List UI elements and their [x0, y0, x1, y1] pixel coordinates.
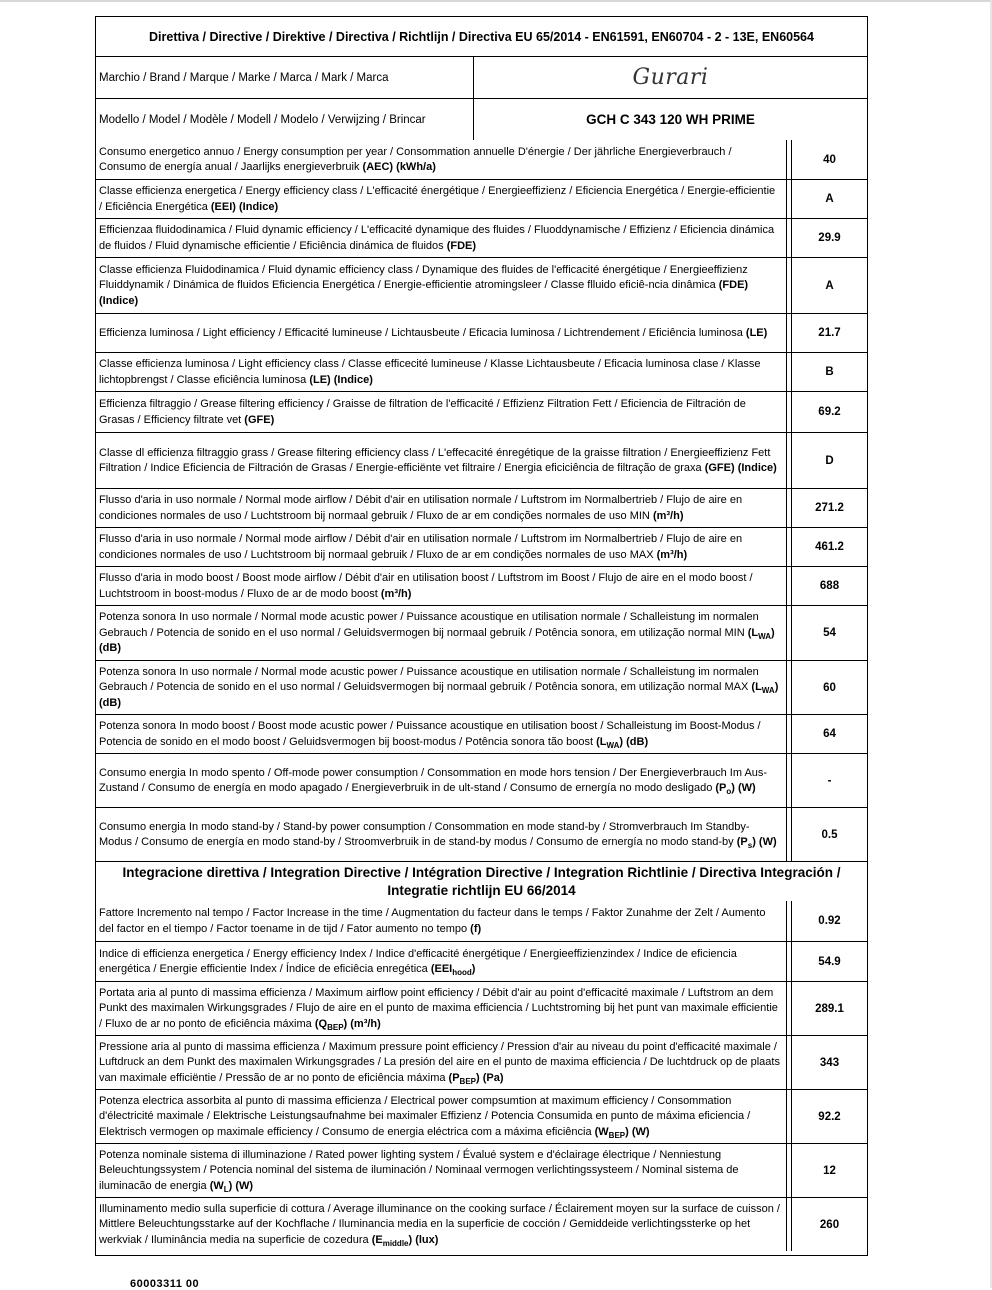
symbol-unit: ) (Pa)	[476, 1071, 504, 1084]
parameter-label	[96, 219, 787, 257]
parameter-description: Indice di efficienza energetica / Energy efficiency Index / Indice d'efficacité énergétique / Energieeffizienzindex / Indice de eficiencia energética / Energie efficientie Index / Índice de eficiêcia enregética	[99, 947, 737, 975]
parameter-label	[96, 567, 787, 605]
parameter-symbol	[363, 161, 436, 173]
parameter-value: 54.9	[818, 955, 841, 968]
parameter-symbol	[309, 374, 373, 386]
symbol-main: (L	[747, 626, 759, 639]
parameter-symbol	[210, 1180, 253, 1192]
table-row	[96, 981, 867, 1035]
parameter-text	[99, 986, 780, 1033]
table-row	[96, 901, 867, 941]
parameter-symbol	[657, 549, 688, 561]
symbol-unit: )	[471, 963, 476, 975]
parameter-label	[96, 901, 787, 941]
symbol-subscript: hood	[452, 968, 472, 977]
parameter-symbol	[381, 588, 412, 600]
symbol-unit: ) (W)	[731, 782, 756, 794]
parameter-symbol	[244, 414, 274, 426]
parameter-description: Efficienza filtraggio / Grease filtering efficiency / Graisse de filtration de l'efficacité / Effizienz Filtration Fett / Eficiencia de Filtración de Grasas / Efficiency filtrate vet	[99, 398, 746, 426]
table-row	[96, 1197, 867, 1251]
parameter-text	[99, 947, 780, 978]
parameter-description: Potenza sonora In modo boost / Boost mode acustic power / Puissance acoustique en utilisation boost / Schalleistung im Boost-Modus / Potencia de sonido en el modo boost / Geluidsvermogen bij boost-modus / Potência sonora tão boost	[99, 720, 761, 748]
parameter-description: Flusso d'aria in uso normale / Normal mode airflow / Débit d'air en utilisation normale / Luftstrom im Normalbertrieb / Flujo de aire en condiciones normales de uso / Luchtstroom bij normaal gebruik / Fluxo de ar em condições normales de uso MIN	[99, 494, 743, 522]
parameter-label	[96, 489, 787, 527]
parameter-text	[99, 223, 780, 254]
parameter-value: 12	[823, 1164, 836, 1177]
symbol-unit: ) (lux)	[408, 1233, 439, 1246]
parameter-description: Consumo energetico annuo / Energy consumption per year / Consommation annuelle D'énergie / Der jährliche Energieverbrauch / Consumo de energía anual / Jaarlijks energieverbruik	[99, 145, 732, 173]
symbol-main: (AEC) (kWh/a)	[362, 161, 436, 173]
parameter-description: Fattore Incremento nal tempo / Factor Increase in the time / Augmentation du facteur dans le temps / Faktor Zunahme der Zelt / Aumento del factor en el tiempo / Factor toename in de tijd / Fator aumento no tempo	[99, 907, 766, 935]
symbol-main: (f)	[470, 922, 482, 935]
symbol-unit: ) (W)	[752, 836, 777, 848]
table-row	[96, 527, 867, 566]
parameter-text	[99, 326, 767, 342]
parameter-description: Portata aria al punto di massima efficienza / Maximum airflow point efficiency / Débit d'air au point d'efficacité maximale / Luftstrom an dem Punkt des maximalen Wirkungsgrades / Flujo de aire en el punto de maxima efficiencia / Luchtstroming bij het punt van maximale efficientie / Fluxo de ar no ponto de eficiência máxima	[99, 986, 778, 1030]
symbol-subscript: L	[223, 1184, 229, 1194]
parameter-description: Potenza sonora In uso normale / Normal mode acustic power / Puissance acoustique en utilisation normale / Schalleistung im normalen Gebrauch / Potencia de sonido en el uso normal / Geluidsvermogen bij normaal gebruik / Potência sonora, em utilização normal MAX	[99, 665, 759, 694]
parameter-symbol	[431, 963, 476, 975]
parameter-label	[96, 1036, 787, 1089]
parameter-text	[99, 1148, 780, 1195]
parameter-symbol	[315, 1018, 381, 1030]
parameter-description: Consumo energia In modo spento / Off-mode power consumption / Consommation en mode hors tension / Der Energieverbrauch Im Aus-Zustand / Consumo de energía en modo apagado / Energieverbruik in de ult-stand / Consumo de ernergía no modo desligado	[99, 766, 768, 794]
table-row	[96, 488, 867, 527]
parameter-text	[99, 719, 780, 750]
parameter-text	[99, 906, 780, 937]
symbol-subscript: o	[726, 787, 732, 796]
model-value: GCH C 343 120 WH PRIME	[586, 112, 755, 127]
symbol-main: (GFE)	[244, 413, 275, 426]
parameter-value: A	[825, 193, 834, 205]
parameter-description: Flusso d'aria in uso normale / Normal mode airflow / Débit d'air en utilisation normale / Luftstrom im Normalbertrieb / Flujo de aire en condiciones normales de uso / Luchtstroom bij normaal gebruik / Fluxo de ar em condições normales de uso MAX	[99, 533, 743, 561]
parameter-value: 0.92	[818, 915, 841, 927]
symbol-main: (EEI	[430, 963, 453, 975]
parameter-description: Classe efficienza energetica / Energy efficiency class / L'efficacité énergétique / Energieeffizienz / Eficiencia Energética / Energie-efficientie / Eficiência Energética	[99, 185, 776, 213]
brand-label: Marchio / Brand / Marque / Marke / Marca / Mark / Marca	[96, 57, 474, 98]
parameter-description: Efficienzaa fluidodinamica / Fluid dynamic efficiency / L'efficacité dynamique des fluides / Fluoddynamische / Effizienz / Eficiencia dinámica de fluidos / Fluid dynamische efficientie / Eficiência dinámica de fluidos	[99, 224, 775, 252]
parameter-description: Potenza sonora In uso normale / Normal mode acustic power / Puissance acoustique en utilisation normale / Schalleistung im normalen Gebrauch / Potencia de sonido en el uso normal / Geluidsvermogen bij normaal gebruik / Potência sonora, em utilização normal MIN	[99, 611, 759, 639]
symbol-subscript: WA	[761, 686, 775, 696]
parameter-description: Classe dl efficienza filtraggio grass / Grease filtering efficiency class / L'effecacité énregétique de la graisse filtration / Energieeffizienz Fett Filtration / Indice Eficiencia de Filtración de Grasas / Energie-efficiënte vet filtraire / Energia eficiciência de filtração de graxa	[99, 446, 771, 474]
symbol-main: (E	[371, 1233, 383, 1246]
table-row	[96, 257, 867, 313]
parameter-description: Efficienza luminosa / Light efficiency / Efficacité lumineuse / Lichtausbeute / Eficacia luminosa / Lichtrendement / Eficiência luminosa	[99, 326, 746, 339]
parameter-value: 40	[823, 153, 836, 166]
symbol-main: (W	[209, 1179, 224, 1192]
parameter-value: A	[825, 279, 834, 292]
symbol-unit: ) (dB)	[619, 735, 649, 748]
parameter-label	[96, 661, 787, 714]
symbol-main: (GFE) (Indice)	[704, 462, 777, 474]
symbol-subscript: WA	[606, 740, 620, 750]
parameter-symbol	[449, 1072, 504, 1084]
parameter-label	[96, 1198, 787, 1251]
parameter-value: 0.5	[821, 828, 838, 841]
parameter-symbol	[653, 510, 684, 522]
symbol-main: (EEI) (Indice)	[210, 200, 279, 213]
symbol-main: (m³/h)	[656, 548, 688, 561]
symbol-main: (m³/h)	[380, 587, 412, 600]
table-row	[96, 566, 867, 605]
symbol-subscript: BEP	[608, 1130, 626, 1140]
symbol-unit: ) (m³/h)	[343, 1017, 381, 1030]
brand-logo-text: Gurari	[632, 65, 709, 90]
brand-row	[96, 56, 867, 98]
symbol-subscript: s	[747, 841, 753, 850]
table-row	[96, 352, 867, 391]
parameter-label	[96, 528, 787, 566]
parameter-value: 29.9	[818, 232, 841, 244]
table-row	[96, 313, 867, 352]
parameter-value: 60	[823, 681, 836, 694]
table-row	[96, 1035, 867, 1089]
table-row	[96, 140, 867, 179]
table-row	[96, 391, 867, 432]
parameter-description: Pressione aria al punto di massima efficienza / Maximum pressure point efficiency / Pression d'air au niveau du point d'efficacité maximale / Luftdruck an dem Punkt des maximalen Wirkungsgrades / La presión del aire en el punto de maxima efficiencia / De luchtdruck op de plaats van maximale efficiëntie / Pressão de ar no ponto de eficiência máxima	[99, 1040, 780, 1084]
directive-title: Direttiva / Directive / Direktive / Directiva / Richtlijn / Directiva EU 65/2014 - EN61591, EN60704 - 2 - 13E, EN60564	[149, 29, 814, 44]
parameter-symbol	[715, 782, 755, 794]
symbol-unit: ) (W)	[625, 1125, 650, 1138]
table-row	[96, 179, 867, 218]
parameter-value: 64	[823, 728, 836, 740]
parameter-description: Flusso d'aria in modo boost / Boost mode airflow / Débit d'air en utilisation boost / Luftstrom im Boost / Flujo de aire en el modo boost / Luchtstroom in boost-modus / Fluxo de ar de modo boost	[99, 572, 753, 600]
symbol-subscript: middle	[382, 1238, 409, 1248]
table-row	[96, 432, 867, 488]
parameter-text	[99, 1040, 780, 1087]
symbol-unit: ) (dB)	[99, 681, 779, 709]
symbol-main: (LE) (Indice)	[309, 373, 373, 386]
table-row	[96, 1143, 867, 1197]
parameter-value: -	[827, 774, 832, 787]
symbol-main: (P	[736, 836, 748, 848]
parameter-label	[96, 942, 787, 981]
parameter-value: 92.2	[818, 1110, 841, 1123]
model-label: Modello / Model / Modèle / Modell / Modelo / Verwijzing / Brincar	[96, 99, 474, 140]
parameter-symbol	[447, 240, 476, 252]
parameter-value: 289.1	[815, 1002, 844, 1015]
symbol-unit: ) (dB)	[99, 626, 775, 655]
parameter-label	[96, 715, 787, 753]
parameter-value: 69.2	[818, 406, 841, 418]
parameter-text	[99, 532, 780, 563]
table-row	[96, 714, 867, 753]
integration-row	[96, 861, 867, 901]
parameter-description: Classe efficienza luminosa / Light efficiency class / Classe efficecité lumineuse / Klasse Lichtausbeute / Eficacia luminosa clase / Klasse lichtopbrengst / Classe eficiência luminosa	[99, 358, 761, 386]
parameter-value: 343	[819, 1056, 840, 1069]
parameter-text	[99, 1094, 780, 1141]
parameter-text	[99, 184, 780, 215]
document-code: 60003311 00	[130, 1278, 200, 1290]
parameter-symbol	[211, 201, 278, 213]
parameter-text	[99, 571, 780, 602]
parameter-label	[96, 258, 787, 313]
directive-row	[96, 17, 867, 56]
brand-logo	[474, 57, 867, 98]
parameter-label	[96, 754, 787, 807]
parameter-text	[99, 446, 780, 477]
parameter-label	[96, 1144, 787, 1197]
parameter-value: 688	[819, 580, 840, 592]
parameter-text	[99, 820, 780, 851]
symbol-subscript: BEP	[459, 1076, 476, 1086]
parameter-value: 271.2	[815, 502, 844, 514]
symbol-main: (W	[594, 1125, 609, 1138]
parameter-symbol	[372, 1234, 439, 1246]
parameter-description: Illuminamento medio sulla superficie di cottura / Average illuminance on the cooking surface / Éclairement moyen sur la surface de cuisson / Mittlere Beleuchtungsstarke auf der Kochflache / Iluminancia media en la superficie de cocción / Gemiddeide verlichtingssterke op het werkviak / Iluminância media na superficie de cozedura	[99, 1202, 780, 1246]
parameter-value: D	[825, 454, 834, 467]
symbol-main: (P	[448, 1071, 460, 1084]
parameter-text	[99, 766, 780, 797]
parameter-label	[96, 353, 787, 391]
table-row	[96, 218, 867, 257]
parameter-symbol	[470, 923, 481, 935]
section-1-rows	[96, 140, 867, 861]
integration-header: Integracione direttiva / Integration Directive / Intégration Directive / Integration Richtlinie / Directiva Integración / Integratie richtlijn EU 66/2014	[122, 864, 841, 898]
parameter-text	[99, 263, 780, 310]
page-top-edge	[0, 0, 992, 2]
symbol-main: (L	[751, 681, 762, 694]
parameter-description: Potenza nominale sistema di illuminazione / Rated power lighting system / Évalué system e d'éclairage électrique / Nenniestung Beleuchtungssystem / Potencia nominal del sistema de iluminación / Nominaal vermogen verlichtingssysteem / Nominal sistema de iluminacão de energia	[99, 1148, 739, 1192]
model-row	[96, 98, 867, 140]
parameter-description: Consumo energia In modo stand-by / Stand-by power consumption / Consommation en mode stand-by / Stromverbrauch Im Standby-Modus / Consumo de energía en modo stand-by / Stroomverbruik in de stand-by modus / Consumo de ernergía no modo stand-by	[99, 820, 750, 848]
parameter-value: 54	[823, 627, 836, 639]
parameter-label	[96, 1090, 787, 1143]
section-2-rows	[96, 901, 867, 1251]
table-row	[96, 941, 867, 981]
table-row	[96, 753, 867, 807]
parameter-value: B	[825, 366, 834, 378]
parameter-symbol	[705, 462, 777, 474]
parameter-symbol	[737, 836, 777, 848]
symbol-main: (FDE) (Indice)	[99, 279, 749, 307]
parameter-text	[99, 357, 780, 388]
parameter-description: Potenza electrica assorbita al punto di massima efficienza / Electrical power compsumtion at maximum efficiency / Consommation d'électricité maximale / Elektrische Leistungsaufnahme bei maximaler Effizienz / Potencia Consumida en punto de máxima eficiencia / Elektrisch vermogen op maximale efficiency / Consumo de energia eléctrica com a máxima eficiência	[99, 1094, 751, 1138]
parameter-description: Classe efficienza Fluidodinamica / Fluid dynamic efficiency class / Dynamique des fluides de l'efficacité énergétique / Energieeffizienz Fluiddynamik / Dinámica de fluidos Eficiencia Energética / Energie-efficientie atromingsleer / Classe flluido eficiê-ncia dinâmica	[99, 263, 748, 292]
parameter-label	[96, 606, 787, 660]
symbol-main: (L	[596, 735, 607, 748]
product-fiche-table	[95, 16, 868, 1256]
symbol-main: (LE)	[745, 326, 768, 339]
parameter-value: 260	[819, 1218, 840, 1231]
table-row	[96, 807, 867, 861]
parameter-label	[96, 982, 787, 1035]
parameter-symbol	[596, 736, 648, 748]
parameter-label	[96, 808, 787, 861]
parameter-text	[99, 145, 780, 176]
parameter-symbol	[746, 327, 767, 339]
parameter-text	[99, 397, 780, 428]
parameter-text	[99, 665, 780, 712]
symbol-subscript: BEP	[327, 1022, 344, 1032]
parameter-label	[96, 180, 787, 218]
parameter-value: 461.2	[815, 541, 844, 553]
parameter-label	[96, 140, 787, 179]
table-row	[96, 605, 867, 660]
parameter-label	[96, 314, 787, 352]
parameter-value: 21.7	[818, 327, 841, 339]
parameter-label	[96, 433, 787, 488]
symbol-main: (P	[715, 782, 727, 794]
parameter-label	[96, 392, 787, 432]
symbol-main: (m³/h)	[652, 509, 684, 522]
parameter-text	[99, 493, 780, 524]
symbol-main: (FDE)	[446, 239, 477, 252]
symbol-main: (Q	[314, 1017, 328, 1030]
table-row	[96, 1089, 867, 1143]
parameter-text	[99, 1202, 780, 1249]
symbol-unit: ) (W)	[228, 1179, 254, 1192]
table-row	[96, 660, 867, 714]
symbol-subscript: WA	[758, 631, 772, 641]
parameter-text	[99, 610, 780, 657]
parameter-symbol	[595, 1126, 650, 1138]
